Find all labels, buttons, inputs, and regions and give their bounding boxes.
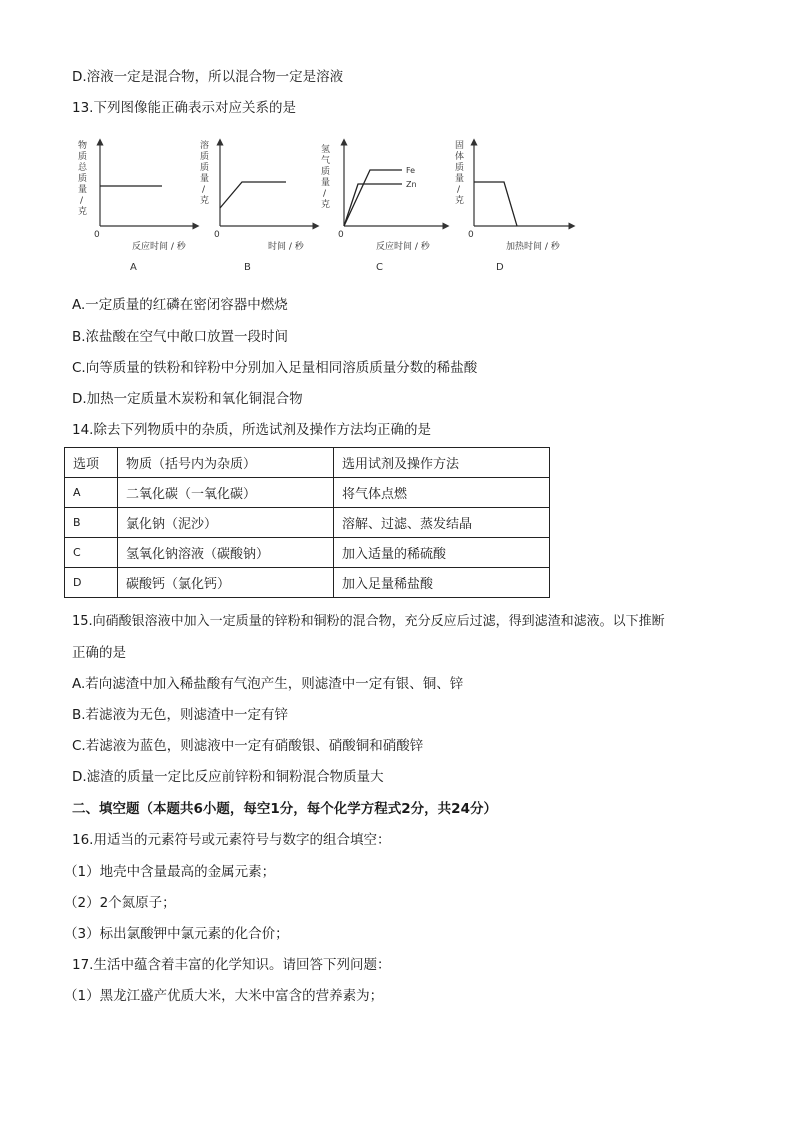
graph-a-caption: A bbox=[130, 262, 137, 273]
table-cell: 将气体点燃 bbox=[334, 478, 550, 508]
graph-a-ylabel: 质 bbox=[78, 174, 88, 184]
graph-d-caption: D bbox=[496, 262, 504, 273]
table-header: 选项 bbox=[65, 448, 118, 478]
graph-c-ylabel: 克 bbox=[321, 200, 331, 210]
table-header: 选用试剂及操作方法 bbox=[334, 448, 550, 478]
graph-a-ylabel: 物 bbox=[78, 141, 88, 151]
graph-a-xlabel: 反应时间 / 秒 bbox=[132, 242, 186, 252]
graph-c-ylabel: 气 bbox=[321, 156, 331, 166]
graph-c-ylabel: / bbox=[323, 189, 327, 199]
q14-table bbox=[64, 447, 550, 598]
graph-b-ylabel: / bbox=[202, 185, 206, 195]
table-cell: 氯化钠（泥沙） bbox=[118, 508, 334, 538]
q15-option-d: D.滤渣的质量一定比反应前锌粉和铜粉混合物质量大 bbox=[72, 769, 384, 785]
table-row bbox=[65, 508, 550, 538]
graph-b-ylabel: 量 bbox=[200, 174, 210, 184]
graph-a-ylabel: 量 bbox=[78, 185, 88, 195]
q16-item-2: （2）2个氮原子； bbox=[64, 895, 176, 911]
q12-option-d: D.溶液一定是混合物，所以混合物一定是溶液 bbox=[72, 69, 344, 85]
graph-c-legend-zn: Zn bbox=[406, 180, 417, 189]
q16-item-1: （1）地壳中含量最高的金属元素； bbox=[64, 864, 276, 880]
q17-item-1: （1）黑龙江盛产优质大米，大米中富含的营养素为； bbox=[64, 988, 384, 1004]
q15-option-b: B.若滤液为无色，则滤渣中一定有锌 bbox=[72, 707, 289, 723]
graph-b-ylabel: 质 bbox=[200, 152, 210, 162]
q15-option-c: C.若滤液为蓝色，则滤液中一定有硝酸银、硝酸铜和硝酸锌 bbox=[72, 738, 424, 754]
graph-b-ylabel: 克 bbox=[200, 196, 210, 206]
q17-stem: 17.生活中蕴含着丰富的化学知识。请回答下列问题： bbox=[72, 957, 391, 973]
graph-b-origin: 0 bbox=[214, 230, 220, 240]
q15-option-a: A.若向滤渣中加入稀盐酸有气泡产生，则滤渣中一定有银、铜、锌 bbox=[72, 676, 464, 692]
table-cell: 加入足量稀盐酸 bbox=[334, 568, 550, 598]
q16-item-3: （3）标出氯酸钾中氯元素的化合价； bbox=[64, 926, 289, 942]
graph-d-ylabel: / bbox=[457, 185, 461, 195]
table-cell: 加入适量的稀硫酸 bbox=[334, 538, 550, 568]
graph-d-xlabel: 加热时间 / 秒 bbox=[506, 242, 560, 252]
table-header: 物质（括号内为杂质） bbox=[118, 448, 334, 478]
table-cell: B bbox=[65, 508, 118, 538]
graph-c-ylabel: 质 bbox=[321, 167, 331, 177]
graph-c bbox=[321, 142, 446, 273]
q13-option-a: A.一定质量的红磷在密闭容器中燃烧 bbox=[72, 297, 288, 313]
table-header-row bbox=[65, 448, 550, 478]
graph-a-origin: 0 bbox=[94, 230, 100, 240]
graph-c-caption: C bbox=[376, 262, 383, 273]
graph-d-ylabel: 质 bbox=[455, 163, 465, 173]
graph-c-ylabel: 氢 bbox=[321, 145, 331, 155]
table-cell: 溶解、过滤、蒸发结晶 bbox=[334, 508, 550, 538]
graph-c-legend-fe: Fe bbox=[406, 166, 416, 175]
graph-d-ylabel: 体 bbox=[455, 152, 465, 162]
graph-b-ylabel: 溶 bbox=[200, 141, 210, 151]
graph-c-origin: 0 bbox=[338, 230, 344, 240]
graph-c-xlabel: 反应时间 / 秒 bbox=[376, 242, 430, 252]
table-row bbox=[65, 538, 550, 568]
table-cell: D bbox=[65, 568, 118, 598]
table-cell: A bbox=[65, 478, 118, 508]
table-row bbox=[65, 568, 550, 598]
graph-a-ylabel: 克 bbox=[78, 207, 88, 217]
table-cell: 碳酸钙（氯化钙） bbox=[118, 568, 334, 598]
graph-a-ylabel: 质 bbox=[78, 152, 88, 162]
graph-c-series-zn bbox=[344, 184, 402, 226]
graph-d bbox=[455, 140, 572, 273]
graph-b bbox=[200, 139, 316, 273]
graph-b-xlabel: 时间 / 秒 bbox=[268, 242, 304, 252]
graph-d-origin: 0 bbox=[468, 230, 474, 240]
graph-b-curve bbox=[220, 182, 286, 208]
graph-d-ylabel: 量 bbox=[455, 174, 465, 184]
q15-stem-line1: 15.向硝酸银溶液中加入一定质量的锌粉和铜粉的混合物，充分反应后过滤，得到滤渣和滤液。以下推断 bbox=[72, 614, 665, 629]
q14-stem: 14.除去下列物质中的杂质，所选试剂及操作方法均正确的是 bbox=[72, 422, 431, 438]
table-cell: C bbox=[65, 538, 118, 568]
graph-a-ylabel: / bbox=[80, 196, 84, 206]
q15-stem-line2: 正确的是 bbox=[72, 645, 126, 661]
table-row bbox=[65, 478, 550, 508]
q13-option-d: D.加热一定质量木炭粉和氧化铜混合物 bbox=[72, 391, 303, 407]
q13-option-c: C.向等质量的铁粉和锌粉中分别加入足量相同溶质质量分数的稀盐酸 bbox=[72, 360, 478, 376]
graph-d-ylabel: 克 bbox=[455, 196, 465, 206]
graph-a bbox=[78, 139, 196, 273]
graph-b-caption: B bbox=[244, 262, 251, 273]
q13-stem: 13.下列图像能正确表示对应关系的是 bbox=[72, 100, 296, 116]
table-cell: 二氧化碳（一氧化碳） bbox=[118, 478, 334, 508]
graph-d-ylabel: 固 bbox=[455, 141, 465, 151]
q16-stem: 16.用适当的元素符号或元素符号与数字的组合填空： bbox=[72, 832, 391, 848]
section-heading: 二、填空题（本题共6小题，每空1分，每个化学方程式2分，共24分） bbox=[72, 801, 497, 817]
q13-option-b: B.浓盐酸在空气中敞口放置一段时间 bbox=[72, 329, 289, 345]
graph-a-ylabel: 总 bbox=[78, 163, 88, 173]
graph-b-ylabel: 质 bbox=[200, 163, 210, 173]
graph-d-curve bbox=[474, 182, 517, 226]
q13-graphs bbox=[72, 134, 582, 280]
table-cell: 氢氧化钠溶液（碳酸钠） bbox=[118, 538, 334, 568]
graph-c-ylabel: 量 bbox=[321, 178, 331, 188]
